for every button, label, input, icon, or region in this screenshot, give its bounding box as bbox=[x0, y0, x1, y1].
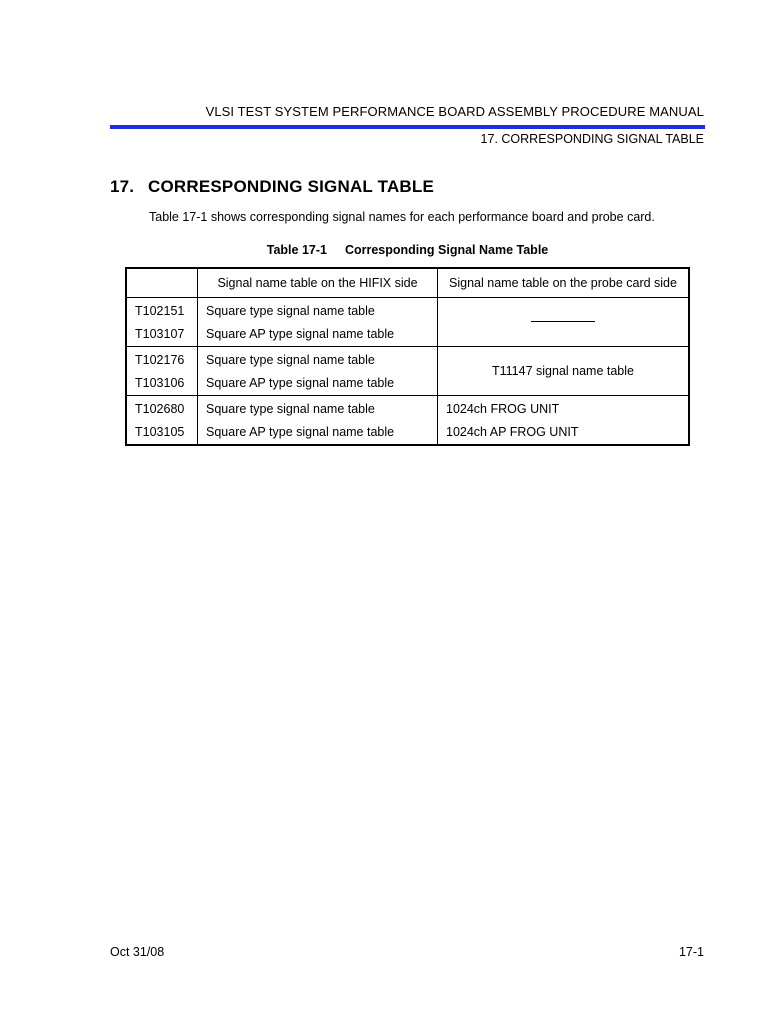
table-caption-title: Corresponding Signal Name Table bbox=[344, 243, 549, 257]
table-caption-number: Table 17-1 bbox=[266, 243, 327, 257]
intro-paragraph: Table 17-1 shows corresponding signal names for each performance board and probe card. bbox=[149, 210, 655, 224]
board-id-cell bbox=[126, 396, 198, 446]
table-row bbox=[126, 347, 689, 396]
hifix-signal-table: Square type signal name table bbox=[206, 303, 375, 318]
hifix-signal-table: Square AP type signal name table bbox=[206, 326, 395, 341]
hifix-signal-table: Square AP type signal name table bbox=[206, 424, 395, 439]
probe-cell bbox=[438, 396, 690, 446]
board-id: T102151 bbox=[135, 303, 185, 318]
header-cell-probe: Signal name table on the probe card side bbox=[438, 268, 690, 298]
table-row bbox=[126, 396, 689, 446]
probe-cell bbox=[438, 347, 690, 396]
hifix-signal-table: Square AP type signal name table bbox=[206, 375, 395, 390]
table-header-row bbox=[126, 268, 689, 298]
footer-date: Oct 31/08 bbox=[110, 945, 165, 959]
probe-signal-table: 1024ch AP FROG UNIT bbox=[446, 424, 579, 439]
section-number: 17. bbox=[110, 177, 135, 196]
signal-name-table bbox=[125, 267, 690, 446]
header-rule bbox=[110, 125, 705, 129]
board-id: T103107 bbox=[135, 326, 185, 341]
table-caption bbox=[110, 243, 705, 257]
board-id: T103105 bbox=[135, 424, 185, 439]
header-cell-empty bbox=[126, 268, 198, 298]
hifix-cell bbox=[198, 396, 438, 446]
board-id: T102176 bbox=[135, 352, 185, 367]
hifix-signal-table: Square type signal name table bbox=[206, 352, 375, 367]
footer-page-number: 17-1 bbox=[678, 945, 704, 959]
board-id-cell bbox=[126, 298, 198, 347]
running-header-title: VLSI TEST SYSTEM PERFORMANCE BOARD ASSEMBLY PROCEDURE MANUAL bbox=[205, 104, 704, 119]
section-title: CORRESPONDING SIGNAL TABLE bbox=[148, 177, 435, 196]
hifix-cell bbox=[198, 347, 438, 396]
header-cell-hifix: Signal name table on the HIFIX side bbox=[198, 268, 438, 298]
hifix-signal-table: Square type signal name table bbox=[206, 401, 375, 416]
running-header-section: 17. CORRESPONDING SIGNAL TABLE bbox=[480, 132, 704, 146]
board-id: T102680 bbox=[135, 401, 185, 416]
probe-cell-blank bbox=[438, 298, 690, 347]
board-id-cell bbox=[126, 347, 198, 396]
hifix-cell bbox=[198, 298, 438, 347]
table-row bbox=[126, 298, 689, 347]
section-heading bbox=[110, 177, 434, 197]
blank-dash-line bbox=[531, 313, 595, 322]
probe-signal-table: 1024ch FROG UNIT bbox=[446, 401, 560, 416]
probe-signal-table: T11147 signal name table bbox=[492, 364, 634, 378]
board-id: T103106 bbox=[135, 375, 185, 390]
